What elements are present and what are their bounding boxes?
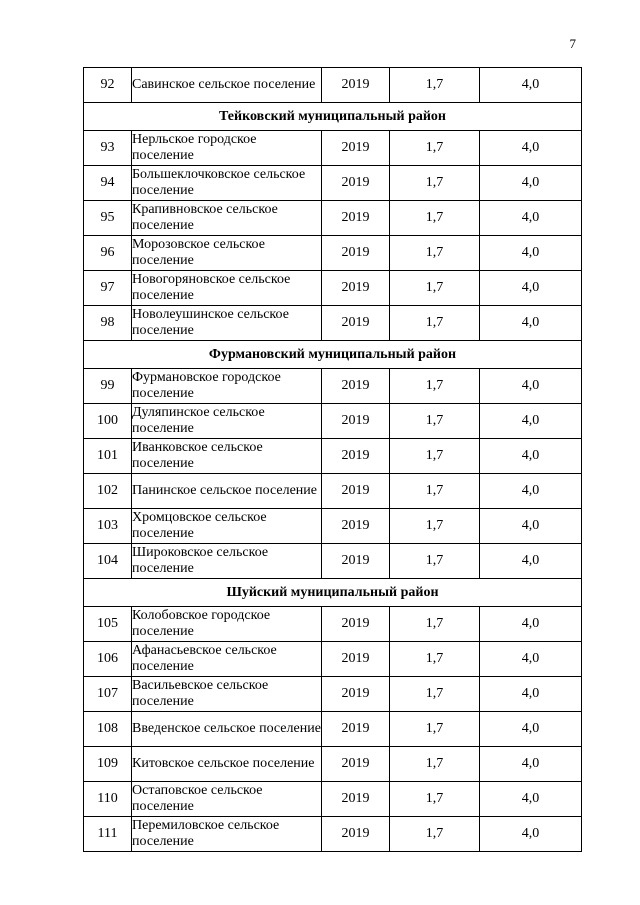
settlement-name: Остаповское сельское поселение: [132, 782, 322, 817]
settlement-name: Дуляпинское сельское поселение: [132, 404, 322, 439]
year-cell: 2019: [322, 68, 390, 103]
settlement-name: Морозовское сельское поселение: [132, 236, 322, 271]
row-number: 92: [84, 68, 132, 103]
year-cell: 2019: [322, 439, 390, 474]
year-cell: 2019: [322, 474, 390, 509]
year-cell: 2019: [322, 131, 390, 166]
value-2-cell: 4,0: [480, 166, 582, 201]
district-title: Тейковский муниципальный район: [84, 103, 582, 131]
settlement-name: Введенское сельское поселение: [132, 712, 322, 747]
value-2-cell: 4,0: [480, 642, 582, 677]
table-row: [84, 474, 582, 509]
table-row: [84, 677, 582, 712]
value-1-cell: 1,7: [390, 782, 480, 817]
year-cell: 2019: [322, 509, 390, 544]
settlement-name: Нерльское городское поселение: [132, 131, 322, 166]
settlement-name: Китовское сельское поселение: [132, 747, 322, 782]
district-title: Шуйский муниципальный район: [84, 579, 582, 607]
value-1-cell: 1,7: [390, 607, 480, 642]
year-cell: 2019: [322, 236, 390, 271]
settlement-name: Хромцовское сельское поселение: [132, 509, 322, 544]
settlement-name: Панинское сельское поселение: [132, 474, 322, 509]
row-number: 95: [84, 201, 132, 236]
row-number: 105: [84, 607, 132, 642]
table-row: [84, 642, 582, 677]
value-1-cell: 1,7: [390, 817, 480, 852]
value-1-cell: 1,7: [390, 404, 480, 439]
value-2-cell: 4,0: [480, 817, 582, 852]
value-1-cell: 1,7: [390, 677, 480, 712]
value-2-cell: 4,0: [480, 439, 582, 474]
value-1-cell: 1,7: [390, 271, 480, 306]
year-cell: 2019: [322, 677, 390, 712]
year-cell: 2019: [322, 544, 390, 579]
settlement-name: Иванковское сельское поселение: [132, 439, 322, 474]
row-number: 107: [84, 677, 132, 712]
settlement-name: Афанасьевское сельское поселение: [132, 642, 322, 677]
value-2-cell: 4,0: [480, 201, 582, 236]
settlement-name: Савинское сельское поселение: [132, 68, 322, 103]
year-cell: 2019: [322, 166, 390, 201]
table-row: [84, 369, 582, 404]
section-header-row: [84, 103, 582, 131]
year-cell: 2019: [322, 782, 390, 817]
value-1-cell: 1,7: [390, 642, 480, 677]
table-row: [84, 166, 582, 201]
year-cell: 2019: [322, 607, 390, 642]
table-row: [84, 201, 582, 236]
row-number: 103: [84, 509, 132, 544]
year-cell: 2019: [322, 201, 390, 236]
row-number: 106: [84, 642, 132, 677]
value-2-cell: 4,0: [480, 712, 582, 747]
row-number: 98: [84, 306, 132, 341]
row-number: 97: [84, 271, 132, 306]
row-number: 99: [84, 369, 132, 404]
value-2-cell: 4,0: [480, 509, 582, 544]
value-1-cell: 1,7: [390, 509, 480, 544]
settlement-name: Фурмановское городское поселение: [132, 369, 322, 404]
value-1-cell: 1,7: [390, 474, 480, 509]
settlement-name: Колобовское городское поселение: [132, 607, 322, 642]
section-header-row: [84, 341, 582, 369]
row-number: 101: [84, 439, 132, 474]
settlement-name: Большеклочковское сельское поселение: [132, 166, 322, 201]
section-header-row: [84, 579, 582, 607]
value-1-cell: 1,7: [390, 544, 480, 579]
value-1-cell: 1,7: [390, 166, 480, 201]
table-row: [84, 782, 582, 817]
row-number: 94: [84, 166, 132, 201]
row-number: 100: [84, 404, 132, 439]
settlement-name: Васильевское сельское поселение: [132, 677, 322, 712]
settlement-name: Новолеушинское сельское поселение: [132, 306, 322, 341]
settlement-name: Широковское сельское поселение: [132, 544, 322, 579]
value-1-cell: 1,7: [390, 439, 480, 474]
table-row: [84, 271, 582, 306]
table-row: [84, 544, 582, 579]
row-number: 108: [84, 712, 132, 747]
value-1-cell: 1,7: [390, 201, 480, 236]
table-row: [84, 817, 582, 852]
value-2-cell: 4,0: [480, 474, 582, 509]
value-1-cell: 1,7: [390, 369, 480, 404]
value-2-cell: 4,0: [480, 677, 582, 712]
table-row: [84, 404, 582, 439]
table-row: [84, 509, 582, 544]
year-cell: 2019: [322, 747, 390, 782]
year-cell: 2019: [322, 817, 390, 852]
table-row: [84, 747, 582, 782]
row-number: 110: [84, 782, 132, 817]
value-1-cell: 1,7: [390, 236, 480, 271]
value-2-cell: 4,0: [480, 236, 582, 271]
row-number: 102: [84, 474, 132, 509]
value-1-cell: 1,7: [390, 68, 480, 103]
row-number: 93: [84, 131, 132, 166]
row-number: 109: [84, 747, 132, 782]
value-2-cell: 4,0: [480, 369, 582, 404]
table-row: [84, 131, 582, 166]
value-2-cell: 4,0: [480, 782, 582, 817]
value-1-cell: 1,7: [390, 131, 480, 166]
year-cell: 2019: [322, 306, 390, 341]
table-row: [84, 607, 582, 642]
table-row: [84, 439, 582, 474]
row-number: 96: [84, 236, 132, 271]
page-number: 7: [569, 36, 576, 51]
value-2-cell: 4,0: [480, 607, 582, 642]
year-cell: 2019: [322, 642, 390, 677]
row-number: 111: [84, 817, 132, 852]
value-2-cell: 4,0: [480, 68, 582, 103]
value-1-cell: 1,7: [390, 306, 480, 341]
table-row: [84, 712, 582, 747]
year-cell: 2019: [322, 712, 390, 747]
value-2-cell: 4,0: [480, 544, 582, 579]
year-cell: 2019: [322, 271, 390, 306]
value-1-cell: 1,7: [390, 747, 480, 782]
table-row: [84, 306, 582, 341]
table-row: [84, 68, 582, 103]
value-2-cell: 4,0: [480, 747, 582, 782]
value-2-cell: 4,0: [480, 306, 582, 341]
value-2-cell: 4,0: [480, 131, 582, 166]
district-title: Фурмановский муниципальный район: [84, 341, 582, 369]
value-1-cell: 1,7: [390, 712, 480, 747]
year-cell: 2019: [322, 404, 390, 439]
settlement-name: Перемиловское сельское поселение: [132, 817, 322, 852]
settlement-name: Новогоряновское сельское поселение: [132, 271, 322, 306]
table-body: [84, 68, 582, 852]
year-cell: 2019: [322, 369, 390, 404]
row-number: 104: [84, 544, 132, 579]
value-2-cell: 4,0: [480, 404, 582, 439]
settlements-table: [83, 67, 582, 852]
settlement-name: Крапивновское сельское поселение: [132, 201, 322, 236]
value-2-cell: 4,0: [480, 271, 582, 306]
table-row: [84, 236, 582, 271]
